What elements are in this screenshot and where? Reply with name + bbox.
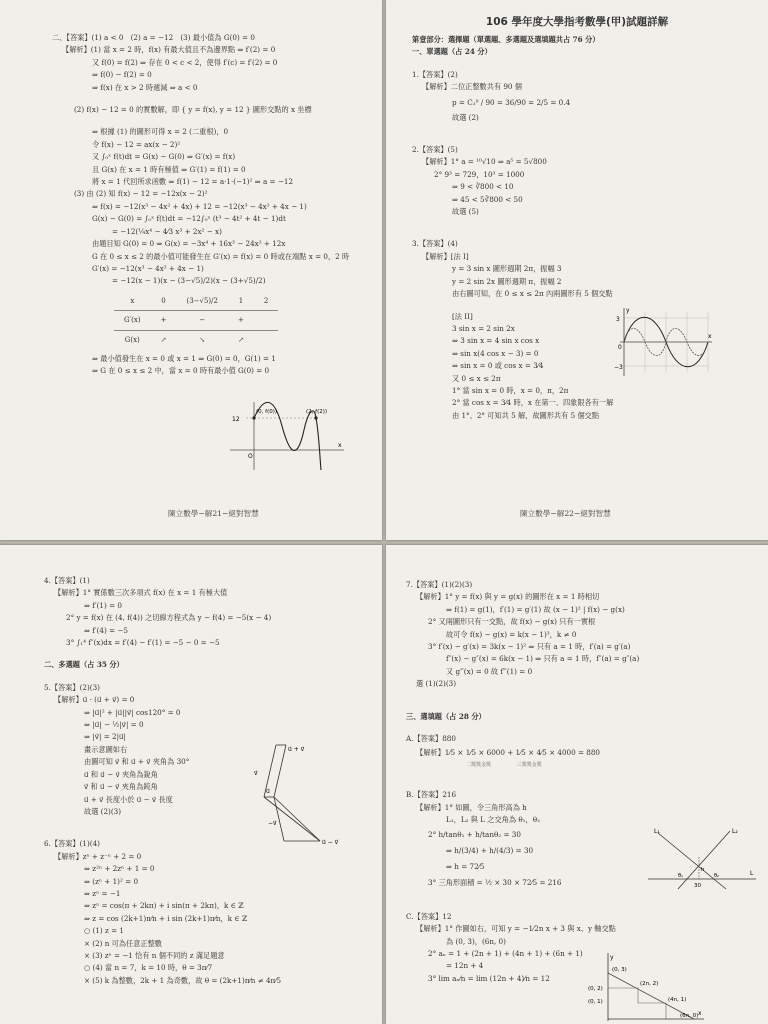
answer-line: 1° 當 sin x = 0 時，x = 0，π，2π — [452, 385, 569, 395]
answer-section — [406, 579, 756, 985]
graph-label: O — [248, 453, 253, 460]
variation-table — [114, 292, 278, 349]
diagram-label: L₂ — [732, 828, 738, 835]
answer-line: A.【答案】880 — [406, 734, 456, 744]
answer-line: 2° aₙ = 1 + (2n + 1) + (4n + 1) + (6n + 1) — [428, 948, 583, 958]
triangle-diagram — [648, 827, 758, 897]
solution-line: 由題目知 G(0) = 0 ⇒ G(x) = −3x⁴ + 16x³ − 24x² + 12x — [92, 239, 286, 249]
answer-line: B.【答案】216 — [406, 790, 457, 800]
page-footer: 陳立數學−解21−絕對智慧 — [168, 509, 259, 518]
vector-neg-v — [274, 797, 284, 841]
answer-line: 由圖可知 v⃗ 和 u⃗ + v⃗ 夾角為 30° — [84, 757, 190, 767]
annotation-line — [406, 761, 756, 769]
annotation: 二獎獎金獎 — [466, 762, 492, 769]
page-solutions-22 — [386, 0, 768, 540]
answer-line: 【解析】1° 作圖如右，可知 y = −1⁄2n x + 3 與 x、y 軸交點 — [416, 924, 616, 934]
answer-line: ⇒ h = 72⁄5 — [446, 861, 485, 871]
answer-line: ⇒ z = cos (2k+1)π⁄n + i sin (2k+1)π⁄n，k ∈ ℤ — [84, 913, 248, 923]
vector-diagram — [236, 741, 366, 851]
sine-graph — [614, 304, 714, 380]
annotation: 三獎獎金獎 — [516, 762, 542, 769]
page-solutions-21 — [0, 0, 382, 540]
vector-label: v⃗ — [254, 770, 258, 777]
answer-line: 3.【答案】(4) — [412, 239, 458, 249]
solution-line: 又 ∫₀ˣ f(t)dt = G(x) − G(0) ⇒ G′(x) = f(x) — [92, 152, 236, 162]
answer-line: ⇒ |v⃗| = 2|u⃗| — [84, 732, 126, 742]
graph-label: (2, f(2)) — [306, 409, 328, 415]
answer-line: 5.【答案】(2)(3) — [44, 682, 100, 692]
answer-line: 3° ∫₁⁴ f″(x)dx = f′(4) − f′(1) = −5 − 0 = −5 — [66, 638, 220, 648]
problem-2-solution — [52, 32, 372, 378]
answer-line: 2° 又兩圖形只有一交點，故 f(x) − g(x) 只有一實根 — [428, 617, 596, 627]
line-L2 — [678, 831, 730, 889]
answer-line: 畫示意圖如右 — [84, 744, 128, 754]
solution-line: ⇒ 根據 (1) 的圖形可得 x = 2 (二重根)，0 — [92, 127, 229, 137]
vector-label: −v⃗ — [268, 820, 277, 827]
answer-line: ○ (4) 當 n = 7，k = 10 時，θ = 3π⁄7 — [84, 963, 213, 973]
table-cell: − — [176, 311, 228, 330]
diagram-label: (0, 2) — [588, 986, 603, 992]
answer-line: ⇒ 45 < 5∛800 < 50 — [452, 194, 523, 204]
answer-line: 故選 (2)(3) — [84, 806, 122, 816]
table-cell: + — [228, 311, 254, 330]
page-solutions-24 — [386, 545, 768, 1024]
answer-line: ⇒ h/(3/4) + h/(4/3) = 30 — [446, 845, 534, 855]
vector-label: u⃗ — [266, 788, 270, 795]
answer-line: [法 II] — [452, 311, 473, 321]
diagram-label: θ₁ — [678, 873, 684, 879]
diagram-label: y — [610, 954, 614, 961]
answer-line: 2.【答案】(5) — [412, 145, 458, 155]
graph-label: 3 — [616, 316, 620, 323]
answer-line: ⇒ zⁿ = −1 — [84, 888, 121, 898]
answer-line: 2° y = f(x) 在 (4, f(4)) 之切線方程式為 y − f(4) = −5(x − 4) — [66, 613, 272, 623]
answer-line: 【解析】[法 I] — [422, 251, 469, 261]
solution-line: 又 f(0) = f(2) ⇒ 存在 0 < c < 2，使得 f′(c) = f′(2) = 0 — [92, 57, 278, 67]
answer-line: 由右圖可知，在 0 ≤ x ≤ 2π 內兩圖形有 5 個交點 — [452, 289, 613, 299]
answer-line: y = 3 sin x 圖形週期 2π，振幅 3 — [452, 264, 562, 274]
answer-line: ⇒ |u⃗|² + |u⃗||v⃗| cos120° = 0 — [84, 707, 181, 717]
graph-label: y — [626, 307, 630, 314]
table-cell: G′(x) — [114, 311, 151, 330]
section-heading: 一、單選題（占 24 分） — [412, 47, 492, 57]
document-title: 106 學年度大學指考數學(甲)試題詳解 — [485, 16, 669, 28]
table-cell: ↘ — [199, 335, 206, 344]
answer-line: 2° 當 cos x = 3⁄4 時，x 在第一、四象限各有一解 — [452, 398, 614, 408]
solution-line: ⇒ f(x) 在 x > 2 時遞減 ⇒ a < 0 — [92, 82, 198, 92]
answer-line: 【解析】zⁿ + z⁻ⁿ + 2 = 0 — [54, 851, 142, 861]
solution-line: 【解析】(1) 當 x = 2 時，f(x) 有最大值且不為邊界點 ⇒ f′(2) = 0 — [62, 45, 276, 55]
diagram-label: (4n, 1) — [668, 997, 687, 1003]
line-L1 — [658, 833, 726, 889]
answer-line: L₁，L₂ 與 L 之交角為 θ₁，θ₂ — [446, 815, 540, 825]
solution-line: (3) 由 (2) 知 f(x) − 12 = −12x(x − 2)² — [74, 189, 208, 199]
table-head: 0 — [151, 292, 177, 311]
answer-line: 【解析】1° 如圖，令三角形高為 h — [416, 802, 527, 812]
solution-line: G 在 0 ≤ x ≤ 2 的最小值可能發生在 G′(x) = f(x) = 0 時或在端點 x = 0，2 時 — [92, 251, 350, 261]
answer-line: 【解析】二位正整數共有 90 個 — [422, 82, 522, 92]
answer-line: ⇒ 9 < ∛800 < 10 — [452, 182, 514, 192]
answer-line: C.【答案】12 — [406, 911, 452, 921]
diagram-label: (6n, 0) — [680, 1013, 699, 1019]
solution-line: 令 f(x) − 12 = ax(x − 2)² — [92, 139, 181, 149]
point-marker — [252, 416, 255, 419]
table-cell: ↗ — [160, 335, 167, 344]
answer-line: p = C₂⁹ / 90 = 36/90 = 2/5 = 0.4 — [452, 97, 571, 107]
answer-line: 3° 三角形面積 = ½ × 30 × 72⁄5 = 216 — [428, 877, 562, 887]
page-solutions-23 — [0, 545, 382, 1024]
answer-line: 【解析】1⁄5 × 1⁄5 × 6000 + 1⁄5 × 4⁄5 × 4000 = 880 — [416, 748, 600, 758]
diagram-label: (2n, 2) — [640, 981, 659, 987]
answer-line: 由 1°、2° 可知共 5 解，故圖形共有 5 個交點 — [452, 410, 600, 420]
table-cell: ↗ — [237, 335, 244, 344]
table-head: 2 — [254, 292, 278, 311]
answer-line: v⃗ 和 u⃗ − v⃗ 夾角為鈍角 — [84, 782, 158, 792]
vector-diagonal — [264, 797, 320, 841]
solution-line: 將 x = 1 代回所求函數 ⇒ f(1) − 12 = a·1·(−1)² ⇒ a = −12 — [92, 177, 294, 187]
solution-line: 二、【答案】(1) a < 0 (2) a = −12 (3) 最小值為 G(0) = 0 — [52, 33, 255, 42]
vector-u-plus-v — [274, 745, 286, 797]
answer-line: 故選 (2) — [452, 112, 479, 122]
vector-label: u⃗ + v⃗ — [288, 746, 305, 753]
solution-line: ⇒ G 在 0 ≤ x ≤ 2 中，當 x = 0 時有最小值 G(0) = 0 — [92, 366, 270, 376]
diagram-label: L₁ — [654, 828, 660, 835]
part-heading: 第壹部分：選擇題（單選題、多選題及選填題共占 76 分） — [412, 35, 600, 44]
page-footer: 陳立數學−解22−絕對智慧 — [520, 509, 611, 518]
answer-line: f″(x) − g″(x) = 6k(x − 1) ⇒ 只有 a = 1 時，f″(a) = g″(a) — [446, 654, 640, 664]
answer-line: 為 (0, 3)，(6n, 0) — [446, 936, 506, 946]
solution-line: G(x) − G(0) = ∫₀ˣ f(t)dt = −12∫₀ˣ (t³ − 4t² + 4t − 1)dt — [92, 214, 286, 224]
answer-line: y = 2 sin 2x 圖形週期 π，振幅 2 — [452, 276, 562, 286]
diagram-label: (0, 3) — [612, 967, 627, 973]
answer-line: 故選 (5) — [452, 207, 479, 217]
answer-line: ⇒ (zⁿ + 1)² = 0 — [84, 876, 139, 886]
answer-line: ○ (1) z = 1 — [84, 926, 124, 936]
answer-line: ⇒ 3 sin x = 4 sin x cos x — [452, 336, 540, 346]
solution-line: 且 G(x) 在 x = 1 時有極值 ⇒ G′(1) = f(1) = 0 — [92, 164, 246, 174]
answer-line: 【解析】u⃗ · (u⃗ + v⃗) = 0 — [54, 695, 135, 705]
vector-label: u⃗ − v⃗ — [322, 839, 339, 846]
solution-line: (2) f(x) − 12 = 0 的實數解，即 { y = f(x), y = 12 } 圖形交點的 x 坐標 — [74, 105, 312, 115]
solution-line: ⇒ f(0) − f(2) = 0 — [92, 70, 152, 80]
answer-line: = 12n + 4 — [446, 961, 484, 971]
graph-label: x — [338, 442, 342, 449]
section-heading: 三、選填題（占 28 分） — [406, 711, 486, 721]
diagram-label: h — [701, 867, 705, 873]
answer-line: 又 g‴(x) = 0 故 f‴(1) = 0 — [446, 666, 533, 676]
answer-line: ⇒ |u⃗| − ½|v⃗| = 0 — [84, 720, 144, 730]
graph-label: x — [708, 333, 712, 340]
graph-label: (0, f(0)) — [256, 409, 278, 415]
answer-line: 【解析】1° 實係數三次多項式 f(x) 在 x = 1 有極大值 — [54, 588, 228, 598]
vector-u-minus-v — [274, 797, 320, 841]
diagram-label: x — [698, 1010, 702, 1017]
answer-line: 選 (1)(2)(3) — [416, 679, 457, 689]
answer-line: ⇒ f(1) = g(1)，f′(1) = g′(1) 故 (x − 1)² | f(x) − g(x) — [446, 604, 625, 614]
staircase-diagram — [586, 951, 706, 1023]
answer-line: 故可令 f(x) − g(x) = k(x − 1)³，k ≠ 0 — [446, 629, 577, 639]
diagram-label: (0, 1) — [588, 999, 603, 1005]
answer-line: 2° h/tanθ₁ + h/tanθ₂ = 30 — [428, 829, 521, 839]
answer-line: × (3) zⁿ = −1 恰有 n 個不同的 z 滿足題意 — [84, 950, 225, 960]
answer-line: 7.【答案】(1)(2)(3) — [406, 580, 473, 589]
answer-line: ⇒ f′(1) = 0 — [84, 600, 122, 610]
graph-label: 0 — [618, 344, 622, 351]
diagram-label: 30 — [694, 883, 701, 889]
answer-line: ⇒ f′(4) = −5 — [84, 625, 128, 635]
answer-line: ⇒ zⁿ = cos(π + 2kπ) + i sin(π + 2kπ)，k ∈ ℤ — [84, 901, 244, 911]
answer-line: 3° f′(x) − g′(x) = 3k(x − 1)² ⇒ 只有 a = 1 時，f′(a) = g′(a) — [428, 642, 631, 652]
table-cell: G(x) — [124, 335, 140, 344]
answer-line: × (2) n 可為任意正整數 — [84, 938, 162, 948]
function-graph — [226, 400, 346, 472]
answer-line: u⃗ 和 u⃗ − v⃗ 夾角為銳角 — [84, 769, 158, 779]
answer-line: 又 0 ≤ x ≤ 2π — [452, 373, 501, 383]
graph-label: −3 — [614, 364, 623, 371]
graph-label: 12 — [232, 416, 240, 423]
solution-line: = −12(x − 1)(x − (3−√5)/2)(x − (3+√5)/2) — [112, 276, 266, 286]
answer-line: 4.【答案】(1) — [44, 576, 90, 585]
point-marker — [314, 416, 317, 419]
diagram-label: L — [750, 870, 754, 877]
solution-line: ⇒ f(x) = −12(x³ − 4x² + 4x) + 12 = −12(x³ − 4x² + 4x − 1) — [92, 201, 307, 211]
answer-line: 3 sin x = 2 sin 2x — [452, 323, 515, 333]
answer-line: 6.【答案】(1)(4) — [44, 839, 100, 849]
answer-line: 3° lim aₙ⁄n = lim (12n + 4)⁄n = 12 — [428, 973, 550, 983]
answer-line: 2° 9³ = 729，10³ = 1000 — [434, 169, 525, 179]
solution-line: = −12(¼x⁴ − 4⁄3 x³ + 2x² − x) — [112, 226, 222, 236]
answer-line: 【解析】1° y = f(x) 與 y = g(x) 的圖形在 x = 1 時相切 — [416, 592, 600, 602]
table-head: x — [114, 292, 151, 311]
answer-line: 【解析】1° a = ¹⁰√10 ⇒ a⁵ = 5√800 — [422, 157, 547, 167]
solution-line: ⇒ 最小值發生在 x = 0 或 x = 1 ⇒ G(0) = 0，G(1) = 1 — [92, 353, 276, 363]
table-cell: + — [151, 311, 177, 330]
answer-line: ⇒ z²ⁿ + 2zⁿ + 1 = 0 — [84, 864, 155, 874]
table-head: (3−√5)/2 — [176, 292, 228, 311]
section-heading: 二、多選題（占 35 分） — [44, 660, 124, 670]
step-outline — [608, 973, 666, 1019]
diagram-label: θ₂ — [714, 873, 720, 879]
answer-line: × (5) k 為整數，2k + 1 為奇數，故 θ = (2k+1)π⁄n ≠ 4π⁄5 — [84, 975, 282, 985]
answer-line: ⇒ sin x = 0 或 cos x = 3⁄4 — [452, 361, 544, 371]
solution-line: G′(x) = −12(x³ − 4x² + 4x − 1) — [92, 263, 204, 273]
answer-line: u⃗ + v⃗ 長度小於 u⃗ − v⃗ 長度 — [84, 794, 173, 804]
answer-line: 1.【答案】(2) — [412, 69, 458, 79]
table-head: 1 — [228, 292, 254, 311]
answer-line: ⇒ sin x(4 cos x − 3) = 0 — [452, 348, 539, 358]
